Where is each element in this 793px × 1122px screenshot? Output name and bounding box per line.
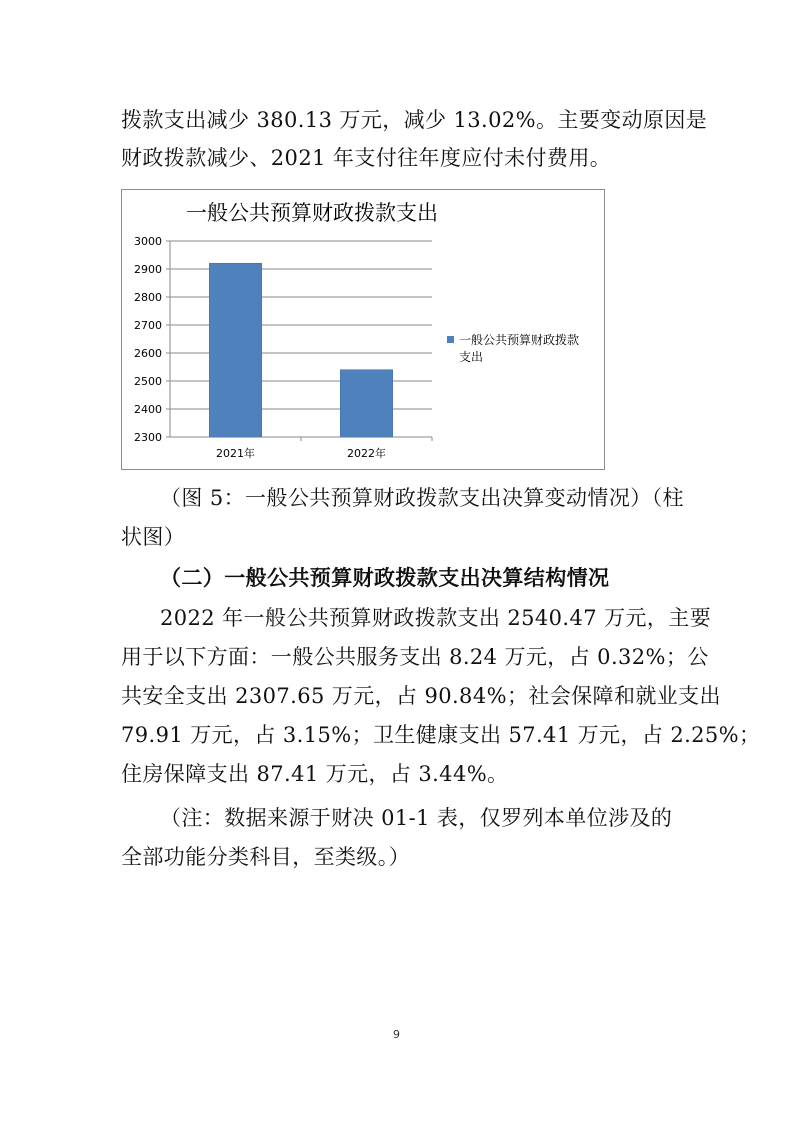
y-tick-label: 2500	[134, 375, 162, 388]
legend-label: 一般公共预算财政拨款	[459, 333, 580, 347]
y-tick-label: 2300	[134, 431, 162, 444]
bar-2022年	[340, 370, 392, 437]
y-tick-label: 2600	[134, 347, 162, 360]
bar-chart-frame	[121, 189, 605, 470]
bar-chart	[122, 190, 604, 469]
y-tick-label: 2700	[134, 319, 162, 332]
legend-swatch	[447, 336, 454, 343]
note-line-1: （注：数据来源于财决 01-1 表，仅罗列本单位涉及的	[160, 806, 673, 830]
intro-line-2: 财政拨款减少、2021 年支付往年度应付未付费用。	[121, 146, 612, 170]
y-tick-label: 2900	[134, 263, 162, 276]
structure-line-1: 2022 年一般公共预算财政拨款支出 2540.47 万元，主要	[160, 606, 712, 630]
y-tick-label: 2800	[134, 291, 162, 304]
figure-caption-line-1: （图 5：一般公共预算财政拨款支出决算变动情况）（柱	[160, 486, 684, 510]
structure-line-4: 79.91 万元，占 3.15%；卫生健康支出 57.41 万元，占 2.25%；	[121, 723, 761, 747]
note-line-2: 全部功能分类科目，至类级。）	[121, 845, 411, 869]
y-tick-label: 2400	[134, 403, 162, 416]
structure-line-5: 住房保障支出 87.41 万元，占 3.44%。	[121, 762, 509, 786]
page-number: 9	[393, 1028, 400, 1041]
structure-line-2: 用于以下方面：一般公共服务支出 8.24 万元，占 0.32%；公	[121, 645, 709, 669]
chart-title: 一般公共预算财政拨款支出	[186, 201, 438, 225]
x-tick-label: 2021年	[216, 447, 255, 460]
bar-2021年	[209, 263, 261, 437]
figure-caption-line-2: 状图）	[121, 525, 186, 549]
structure-line-3: 共安全支出 2307.65 万元，占 90.84%；社会保障和就业支出	[121, 684, 721, 708]
y-tick-label: 3000	[134, 235, 162, 248]
intro-line-1: 拨款支出减少 380.13 万元，减少 13.02%。主要变动原因是	[121, 108, 708, 132]
x-tick-label: 2022年	[347, 447, 386, 460]
legend-label: 支出	[459, 350, 484, 364]
section-heading: （二）一般公共预算财政拨款支出决算结构情况	[160, 566, 610, 590]
